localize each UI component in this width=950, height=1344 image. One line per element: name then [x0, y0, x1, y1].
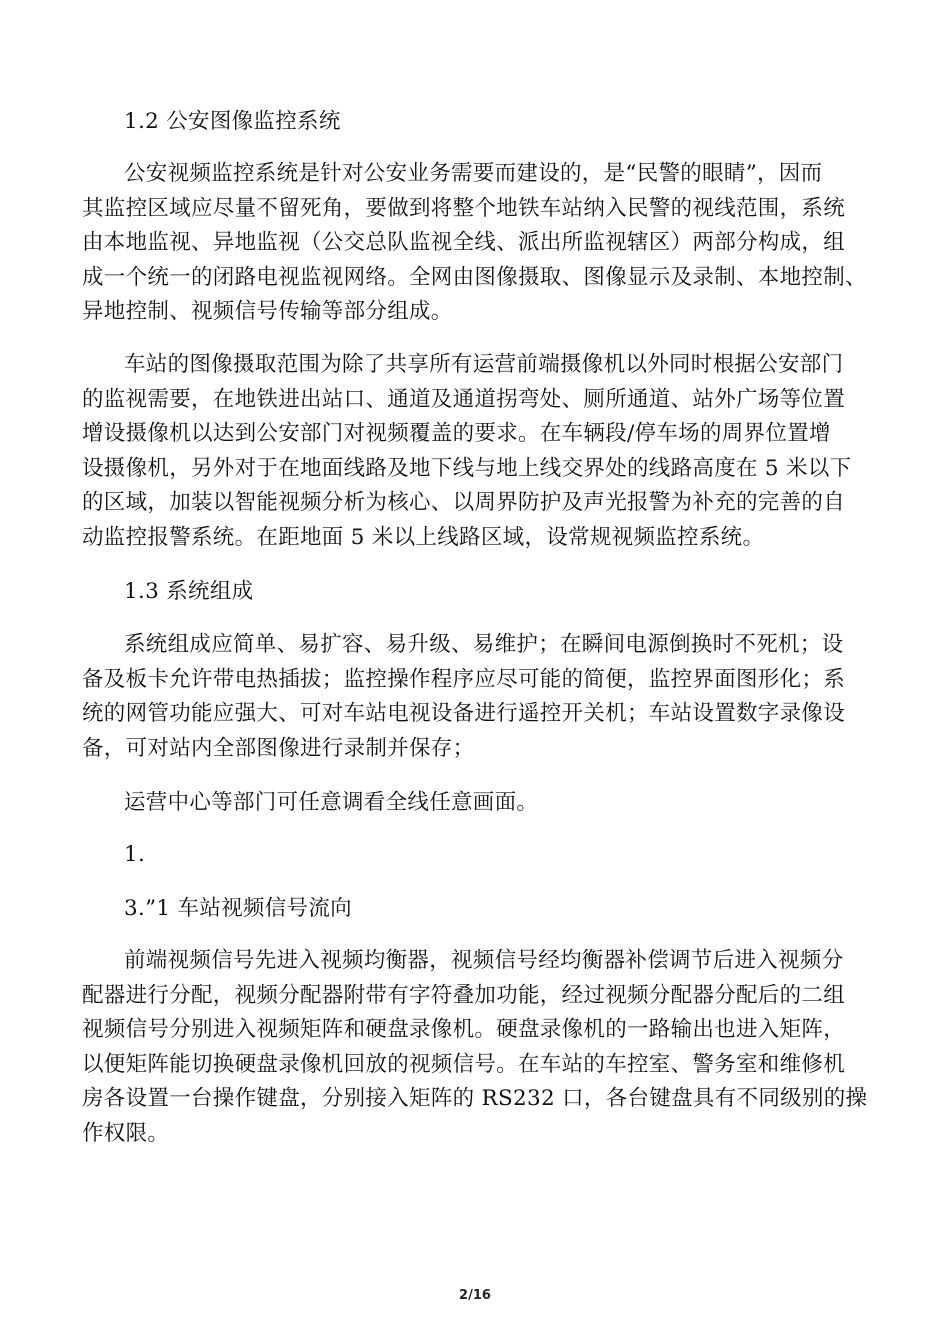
paragraph-line: 动监控报警系统。在距地面 5 米以上线路区域，设常规视频监控系统。	[82, 524, 765, 550]
section-fragment	[82, 838, 872, 873]
paragraph-line: 作权限。	[82, 1120, 170, 1146]
paragraph-line: 视频信号分别进入视频矩阵和硬盘录像机。硬盘录像机的一路输出也进入矩阵，	[82, 1017, 846, 1042]
heading-text: 1.3 系统组成	[124, 579, 254, 604]
paragraph-line: 统的网管功能应强大、可对车站电视设备进行遥控开关机；车站设置数字录像设	[82, 701, 846, 726]
section-heading-3-1	[82, 892, 872, 927]
paragraph-line: 备，可对站内全部图像进行录制并保存；	[82, 735, 475, 761]
heading-text: 3.”1 车站视频信号流向	[124, 896, 352, 921]
paragraph-line: 备及板卡允许带电热插拔；监控操作程序应尽可能的简便，监控界面图形化；系	[82, 666, 846, 692]
paragraph-line: 其监控区域应尽量不留死角，要做到将整个地铁车站纳入民警的视线范围，系统	[82, 195, 846, 221]
paragraph-video-signal-flow	[82, 944, 872, 1151]
paragraph-line: 前端视频信号先进入视频均衡器，视频信号经均衡器补偿调节后进入视频分	[124, 948, 844, 973]
paragraph-line: 公安视频监控系统是针对公安业务需要而建设的，是“民警的眼睛”，因而	[124, 161, 823, 186]
paragraph-line: 异地控制、视频信号传输等部分组成。	[82, 299, 453, 324]
paragraph-line: 运营中心等部门可任意调看全线任意画面。	[124, 790, 539, 815]
paragraph-line: 设摄像机，另外对于在地面线路及地下线与地上线交界处的线路高度在 5 米以下	[82, 455, 852, 481]
paragraph-line: 系统组成应简单、易扩容、易升级、易维护；在瞬间电源倒换时不死机；设	[124, 632, 844, 657]
paragraph-operations-center	[82, 786, 872, 821]
paragraph-line: 房各设置一台操作键盘，分别接入矩阵的 RS232 口，各台键盘具有不同级别的操	[82, 1086, 868, 1111]
paragraph-line: 增设摄像机以达到公安部门对视频覆盖的要求。在车辆段/停车场的周界位置增	[82, 421, 831, 446]
heading-text: 1.2 公安图像监控系统	[124, 109, 341, 134]
section-heading-1-3	[82, 575, 872, 610]
heading-text: 1.	[124, 842, 146, 867]
paragraph-line: 成一个统一的闭路电视监视网络。全网由图像摄取、图像显示及录制、本地控制、	[82, 264, 867, 290]
paragraph-line: 的区域，加装以智能视频分析为核心、以周界防护及声光报警为补充的完善的自	[82, 490, 846, 515]
paragraph-line: 以便矩阵能切换硬盘录像机回放的视频信号。在车站的车控室、警务室和维修机	[82, 1051, 846, 1077]
paragraph-line: 配器进行分配，视频分配器附带有字符叠加功能，经过视频分配器分配后的二组	[82, 982, 846, 1008]
paragraph-system-composition	[82, 628, 872, 766]
paragraph-public-security-video	[82, 157, 872, 330]
paragraph-line: 的监视需要，在地铁进出站口、通道及通道拐弯处、厕所通道、站外广场等位置	[82, 386, 846, 412]
page-number: 2/16	[459, 1288, 491, 1303]
paragraph-line: 由本地监视、异地监视（公交总队监视全线、派出所监视辖区）两部分构成，组	[82, 230, 846, 255]
paragraph-station-image-capture	[82, 348, 872, 555]
paragraph-line: 车站的图像摄取范围为除了共享所有运营前端摄像机以外同时根据公安部门	[124, 352, 844, 377]
section-heading-1-2	[82, 105, 872, 140]
